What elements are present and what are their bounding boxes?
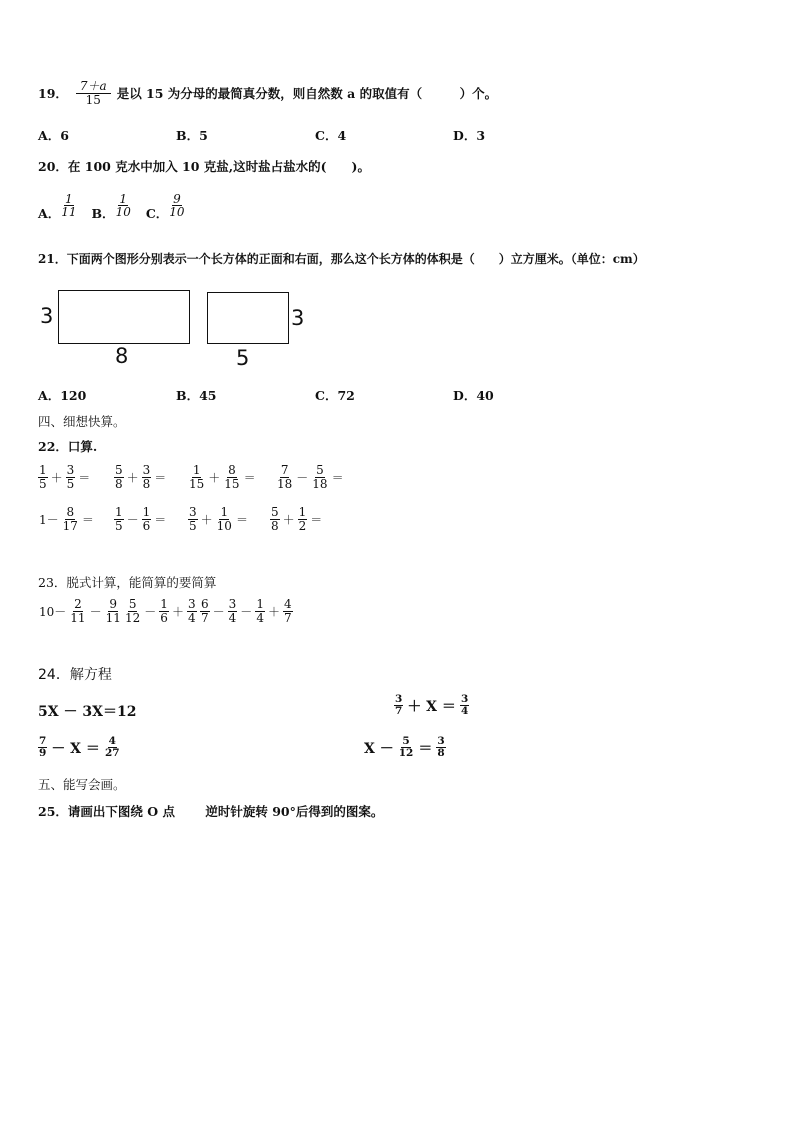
fraction-numerator: 3 xyxy=(189,505,197,519)
fraction-numerator: 1 xyxy=(142,505,151,519)
fraction-numerator: 3 xyxy=(66,463,75,477)
fraction-numerator: 9 xyxy=(173,191,181,206)
fraction-numerator: 3 xyxy=(228,597,237,611)
fraction-numerator: 4 xyxy=(283,597,292,611)
fraction-denominator: 5 xyxy=(189,518,197,533)
operator: ＝ xyxy=(243,470,256,485)
side-face-width-label: 5 xyxy=(236,346,250,370)
fraction xyxy=(124,598,141,625)
q19-option-a: A．6 xyxy=(38,128,69,143)
fraction-numerator: 1 xyxy=(256,597,264,611)
q20-option-c-fraction xyxy=(168,193,185,220)
fraction-numerator: 1 xyxy=(119,191,128,206)
fraction-numerator: 8 xyxy=(66,505,75,519)
q20-option-a xyxy=(38,190,77,222)
fraction-denominator: 18 xyxy=(312,476,328,491)
q22-item-5 xyxy=(38,506,95,533)
fraction-numerator: 5 xyxy=(128,597,137,611)
q20-option-a-label: A． xyxy=(38,206,61,221)
operator: ＝ xyxy=(81,512,94,527)
fraction-denominator: 4 xyxy=(228,610,237,625)
operator: ＋ xyxy=(50,470,63,485)
q19-number: 19． xyxy=(38,86,68,102)
fraction-denominator: 11 xyxy=(105,610,121,625)
fraction-numerator: 3 xyxy=(437,735,445,747)
fraction-numerator: 1 xyxy=(115,505,123,519)
q21-option-d: D．40 xyxy=(453,388,494,403)
q22-item-2 xyxy=(114,464,167,491)
fraction-numerator: 6 xyxy=(201,597,209,611)
fraction xyxy=(69,598,86,625)
operator: ＝ xyxy=(235,512,248,527)
fraction-denominator: 5 xyxy=(39,476,47,491)
fraction xyxy=(223,464,240,491)
fraction-denominator: 2 xyxy=(298,518,307,533)
q20-option-a-fraction xyxy=(60,193,77,220)
fraction xyxy=(142,464,152,491)
fraction-numerator: 1 xyxy=(192,463,201,477)
fraction xyxy=(276,464,293,491)
q22-title: 22．口算. xyxy=(38,439,98,454)
fraction xyxy=(188,464,205,491)
fraction-numerator: 1 xyxy=(65,191,73,206)
q20-option-c-label: C． xyxy=(145,206,169,221)
q21-option-c: C．72 xyxy=(315,388,355,403)
q24-equation-4 xyxy=(364,736,446,760)
q20-option-c xyxy=(146,190,186,222)
fraction xyxy=(104,736,121,760)
fraction xyxy=(436,736,445,760)
fraction-denominator: 8 xyxy=(271,518,279,533)
q22-item-7 xyxy=(188,506,249,533)
q19-fraction xyxy=(76,80,111,107)
section-4-heading: 四、细想快算。 xyxy=(38,414,126,429)
fraction-numerator: 3 xyxy=(187,597,196,611)
fraction-denominator: 27 xyxy=(104,747,120,760)
fraction xyxy=(311,464,328,491)
operator: 10－ xyxy=(39,604,67,619)
q22-item-6 xyxy=(114,506,167,533)
q24-equation-3 xyxy=(38,736,121,760)
fraction-denominator: 10 xyxy=(216,518,232,533)
q19-text: 是以 15 为分母的最简真分数，则自然数 a 的取值有（ ）个。 xyxy=(116,86,498,102)
fraction xyxy=(62,506,79,533)
operator: ＋ xyxy=(126,470,139,485)
fraction xyxy=(270,506,280,533)
operator: － xyxy=(240,604,253,619)
fraction xyxy=(283,598,293,625)
operator: ＝ xyxy=(418,740,433,757)
fraction-denominator: 9 xyxy=(39,747,47,760)
q25-text-part-1: 25．请画出下图绕 O 点 xyxy=(38,804,175,819)
fraction xyxy=(394,694,403,718)
fraction xyxy=(187,598,197,625)
fraction xyxy=(200,598,210,625)
fraction-numerator: 8 xyxy=(228,463,236,477)
fraction-denominator: 8 xyxy=(142,476,151,491)
fraction-numerator: 1 xyxy=(220,505,229,519)
fraction-numerator: 5 xyxy=(402,735,410,747)
fraction-numerator: 3 xyxy=(142,463,151,477)
operator: X － xyxy=(364,740,394,757)
fraction-denominator: 11 xyxy=(70,610,86,625)
q23-expression-2 xyxy=(124,598,197,625)
fraction-denominator: 5 xyxy=(66,476,75,491)
fraction xyxy=(216,506,233,533)
fraction-numerator: 5 xyxy=(115,463,123,477)
fraction xyxy=(114,464,124,491)
operator: ＝ xyxy=(310,512,323,527)
operator: － xyxy=(296,470,309,485)
q22-item-8 xyxy=(270,506,323,533)
fraction xyxy=(142,506,152,533)
fraction-numerator: 1 xyxy=(39,463,47,477)
fraction-denominator: 8 xyxy=(437,747,445,760)
fraction-numerator: 9 xyxy=(109,597,118,611)
q25-text-part-2: 逆时针旋转 90°后得到的图案。 xyxy=(205,804,384,819)
q20-text: 20．在 100 克水中加入 10 克盐,这时盐占盐水的( )。 xyxy=(38,159,370,174)
fraction-denominator: 15 xyxy=(224,476,240,491)
fraction xyxy=(38,736,47,760)
fraction-denominator: 4 xyxy=(460,705,469,718)
fraction-denominator: 12 xyxy=(125,610,141,625)
q20-option-b-fraction xyxy=(115,193,132,220)
operator: ＝ xyxy=(78,470,91,485)
fraction-denominator: 10 xyxy=(115,205,131,220)
side-face-height-label: 3 xyxy=(291,306,305,330)
fraction xyxy=(298,506,308,533)
q25-text xyxy=(38,802,383,820)
q21-text: 21．下面两个图形分别表示一个长方体的正面和右面，那么这个长方体的体积是（ ）立方厘米。（单位：cm） xyxy=(38,252,645,266)
fraction-numerator: 1 xyxy=(160,597,168,611)
q19-option-d: D．3 xyxy=(453,128,486,143)
q22-item-3 xyxy=(188,464,257,491)
q24-equation-1: 5X － 3X＝12 xyxy=(38,704,137,720)
q20-option-b xyxy=(91,190,131,222)
operator: － xyxy=(144,604,157,619)
operator: 1－ xyxy=(39,512,59,527)
fraction-numerator: 2 xyxy=(74,597,82,611)
fraction-denominator: 11 xyxy=(61,205,77,220)
operator: ＋ xyxy=(208,470,221,485)
fraction-numerator: 5 xyxy=(316,463,324,477)
fraction-numerator: 1 xyxy=(298,505,307,519)
q20-option-b-label: B． xyxy=(91,206,115,221)
fraction-denominator: 7 xyxy=(201,610,209,625)
fraction xyxy=(228,598,238,625)
fraction-denominator: 4 xyxy=(256,610,264,625)
fraction-denominator: 6 xyxy=(160,610,168,625)
operator: ＝ xyxy=(154,512,167,527)
fraction xyxy=(398,736,415,760)
fraction-numerator: 5 xyxy=(271,505,279,519)
front-face-length-label: 8 xyxy=(115,344,129,368)
fraction-denominator: 15 xyxy=(189,476,205,491)
q19-option-c: C．4 xyxy=(315,128,347,143)
fraction xyxy=(188,506,198,533)
operator: ＋ xyxy=(267,604,280,619)
fraction-denominator: 18 xyxy=(277,476,293,491)
operator: － xyxy=(212,604,225,619)
fraction-numerator: 3 xyxy=(460,693,469,705)
fraction-numerator: 7 xyxy=(280,463,289,477)
operator: － X ＝ xyxy=(51,740,100,757)
q23-expression-3 xyxy=(200,598,293,625)
operator: ＋ xyxy=(171,604,184,619)
fraction-numerator: 4 xyxy=(108,735,116,747)
q21-option-b: B．45 xyxy=(176,388,217,403)
operator: ＝ xyxy=(154,470,167,485)
q24-equation-2 xyxy=(394,694,469,718)
q19-option-b: B．5 xyxy=(176,128,208,143)
fraction-denominator: 10 xyxy=(169,205,185,220)
fraction-numerator: 3 xyxy=(395,693,403,705)
q19-fraction-denominator: 15 xyxy=(85,92,101,107)
fraction xyxy=(460,694,469,718)
fraction-denominator: 17 xyxy=(62,518,78,533)
fraction-denominator: 5 xyxy=(115,518,123,533)
operator: ＋ X ＝ xyxy=(407,698,456,715)
q23-title: 23．脱式计算，能简算的要简算 xyxy=(38,575,217,590)
operator: ＋ xyxy=(282,512,295,527)
fraction xyxy=(38,464,48,491)
fraction xyxy=(114,506,124,533)
fraction xyxy=(105,598,122,625)
fraction-denominator: 7 xyxy=(283,610,292,625)
side-face-rectangle xyxy=(207,292,289,344)
fraction-denominator: 6 xyxy=(142,518,151,533)
fraction xyxy=(159,598,169,625)
front-face-height-label: 3 xyxy=(40,304,54,328)
q21-option-a: A．120 xyxy=(38,388,87,403)
fraction-numerator: 7 xyxy=(39,735,47,747)
q22-item-1 xyxy=(38,464,91,491)
operator: ＝ xyxy=(331,470,344,485)
fraction xyxy=(66,464,76,491)
q22-item-4 xyxy=(276,464,345,491)
q19-line xyxy=(38,80,497,107)
q19-fraction-numerator: 7＋a xyxy=(76,80,111,94)
fraction-denominator: 4 xyxy=(187,610,196,625)
fraction-denominator: 7 xyxy=(395,705,403,718)
fraction-denominator: 12 xyxy=(398,747,414,760)
section-5-heading: 五、能写会画。 xyxy=(38,777,126,792)
q24-title: 24．解方程 xyxy=(38,667,112,683)
fraction-denominator: 8 xyxy=(115,476,123,491)
operator: ＋ xyxy=(200,512,213,527)
operator: － xyxy=(126,512,139,527)
q20-options xyxy=(38,190,186,222)
operator: － xyxy=(89,604,102,619)
q23-expression-1 xyxy=(38,598,122,625)
front-face-rectangle xyxy=(58,290,190,344)
fraction xyxy=(255,598,265,625)
